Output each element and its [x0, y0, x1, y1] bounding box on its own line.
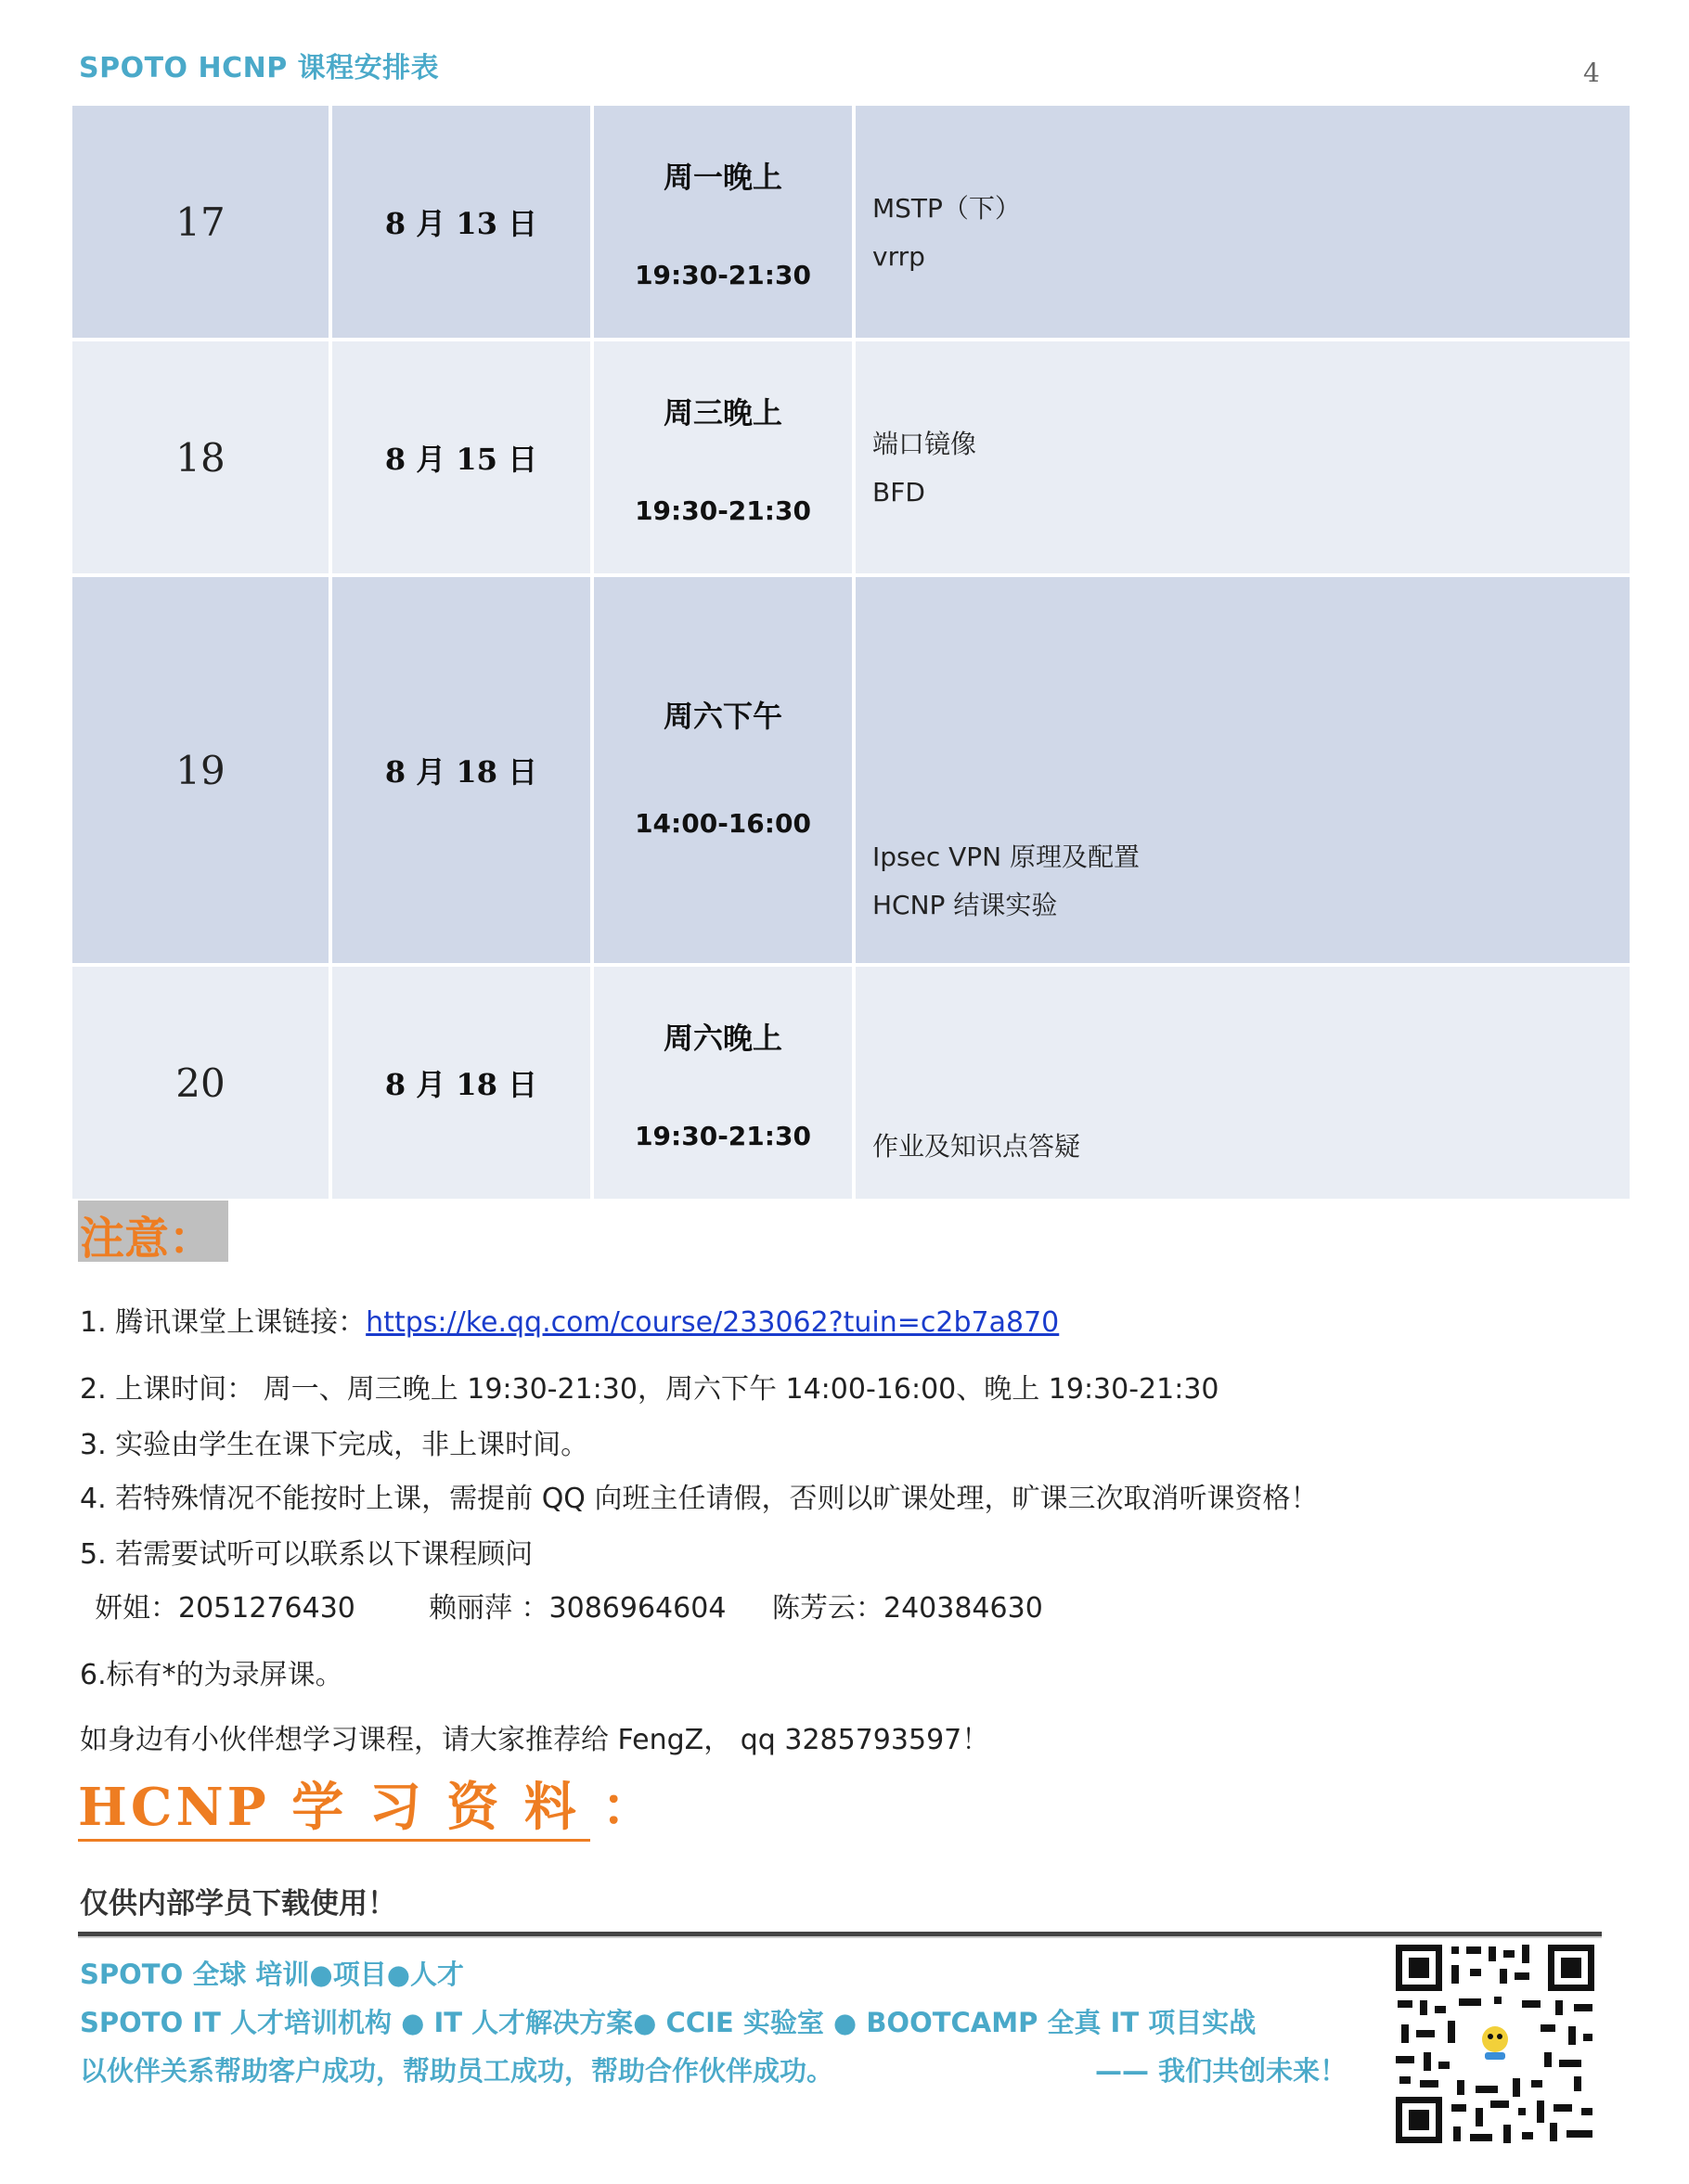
lesson-topics — [854, 965, 1631, 1201]
recommend-line: 如身边有小伙伴想学习课程，请大家推荐给 FengZ， qq 3285793597！ — [80, 1724, 990, 1756]
lesson-date: 8 月 15 日 — [330, 340, 592, 575]
footer-slogan: SPOTO 全球 培训●项目●人才 — [80, 1959, 465, 1990]
note-item: 4. 若特殊情况不能按时上课，需提前 QQ 向班主任请假，否则以旷课处理，旷课三次取消听课资格！ — [80, 1483, 1319, 1515]
lesson-time — [592, 965, 854, 1201]
lesson-date: 8 月 18 日 — [330, 575, 592, 965]
footer-services: SPOTO IT 人才培训机构 ● IT 人才解决方案● CCIE 实验室 ● BOOTCAMP 全真 IT 项目实战 — [80, 2007, 1257, 2038]
note-item: 3. 实验由学生在课下完成，非上课时间。 — [80, 1429, 589, 1461]
schedule-table — [69, 102, 1633, 1202]
lesson-hours: 19:30-21:30 — [635, 1120, 811, 1151]
lesson-date: 8 月 13 日 — [330, 104, 592, 340]
course-link[interactable]: https://ke.qq.com/course/233062?tuin=c2b7a870 — [366, 1306, 1060, 1339]
materials-note: 仅供内部学员下载使用！ — [80, 1887, 396, 1921]
lesson-date: 8 月 18 日 — [330, 965, 592, 1201]
lesson-day: 周三晚上 — [663, 394, 782, 430]
table-row — [71, 575, 1631, 965]
notice-title: 注意： — [80, 1213, 214, 1265]
lesson-topics — [854, 340, 1631, 575]
footer-mission: 以伙伴关系帮助客户成功，帮助员工成功，帮助合作伙伴成功。 — [80, 2055, 834, 2087]
lesson-time — [592, 340, 854, 575]
table-row — [71, 965, 1631, 1201]
note-link-line — [80, 1299, 1059, 1340]
lesson-topics — [854, 575, 1631, 965]
lesson-hours: 14:00-16:00 — [635, 807, 811, 839]
lesson-hours: 19:30-21:30 — [635, 259, 811, 290]
footer-tagline: —— 我们共创未来！ — [1095, 2055, 1347, 2087]
note-link-label: 1. 腾讯课堂上课链接： — [80, 1306, 367, 1339]
topic-line: BFD — [872, 477, 925, 507]
contacts-line — [95, 1585, 1043, 1625]
footer-divider — [78, 1932, 1602, 1938]
contact: 赖丽萍 ：3086964604 — [429, 1592, 727, 1625]
lesson-hours: 19:30-21:30 — [635, 495, 811, 526]
note-item: 6.标有*的为录屏课。 — [80, 1659, 343, 1691]
lesson-number: 17 — [71, 104, 330, 340]
page-number: 4 — [1583, 58, 1600, 88]
lesson-time — [592, 104, 854, 340]
lesson-number: 20 — [71, 965, 330, 1201]
topic-line: MSTP（下） — [872, 193, 1021, 224]
lesson-number: 18 — [71, 340, 330, 575]
lesson-day: 周六晚上 — [663, 1020, 782, 1056]
lesson-time — [592, 575, 854, 965]
lesson-topics — [854, 104, 1631, 340]
topic-line: vrrp — [872, 241, 925, 272]
document-header-title: SPOTO HCNP 课程安排表 — [79, 52, 440, 84]
topic-line: Ipsec VPN 原理及配置 — [872, 841, 1141, 872]
contact: 妍姐：2051276430 — [95, 1592, 355, 1625]
lesson-day: 周六下午 — [663, 698, 782, 734]
lesson-number: 19 — [71, 575, 330, 965]
topic-line: 作业及知识点答疑 — [872, 1131, 1081, 1162]
qr-code — [1392, 1941, 1598, 2147]
contact: 陈芳云：240384630 — [772, 1592, 1043, 1625]
topic-line: 端口镜像 — [872, 429, 977, 459]
lesson-day: 周一晚上 — [663, 159, 782, 195]
note-item: 2. 上课时间： 周一、周三晚上 19:30-21:30，周六下午 14:00-16:00、晚上 19:30-21:30 — [80, 1373, 1219, 1406]
materials-title: HCNP 学 习 资 料 ： — [78, 1779, 590, 1842]
topic-line: HCNP 结课实验 — [872, 890, 1058, 920]
note-item: 5. 若需要试听可以联系以下课程顾问 — [80, 1538, 534, 1571]
table-row — [71, 104, 1631, 340]
table-row — [71, 340, 1631, 575]
